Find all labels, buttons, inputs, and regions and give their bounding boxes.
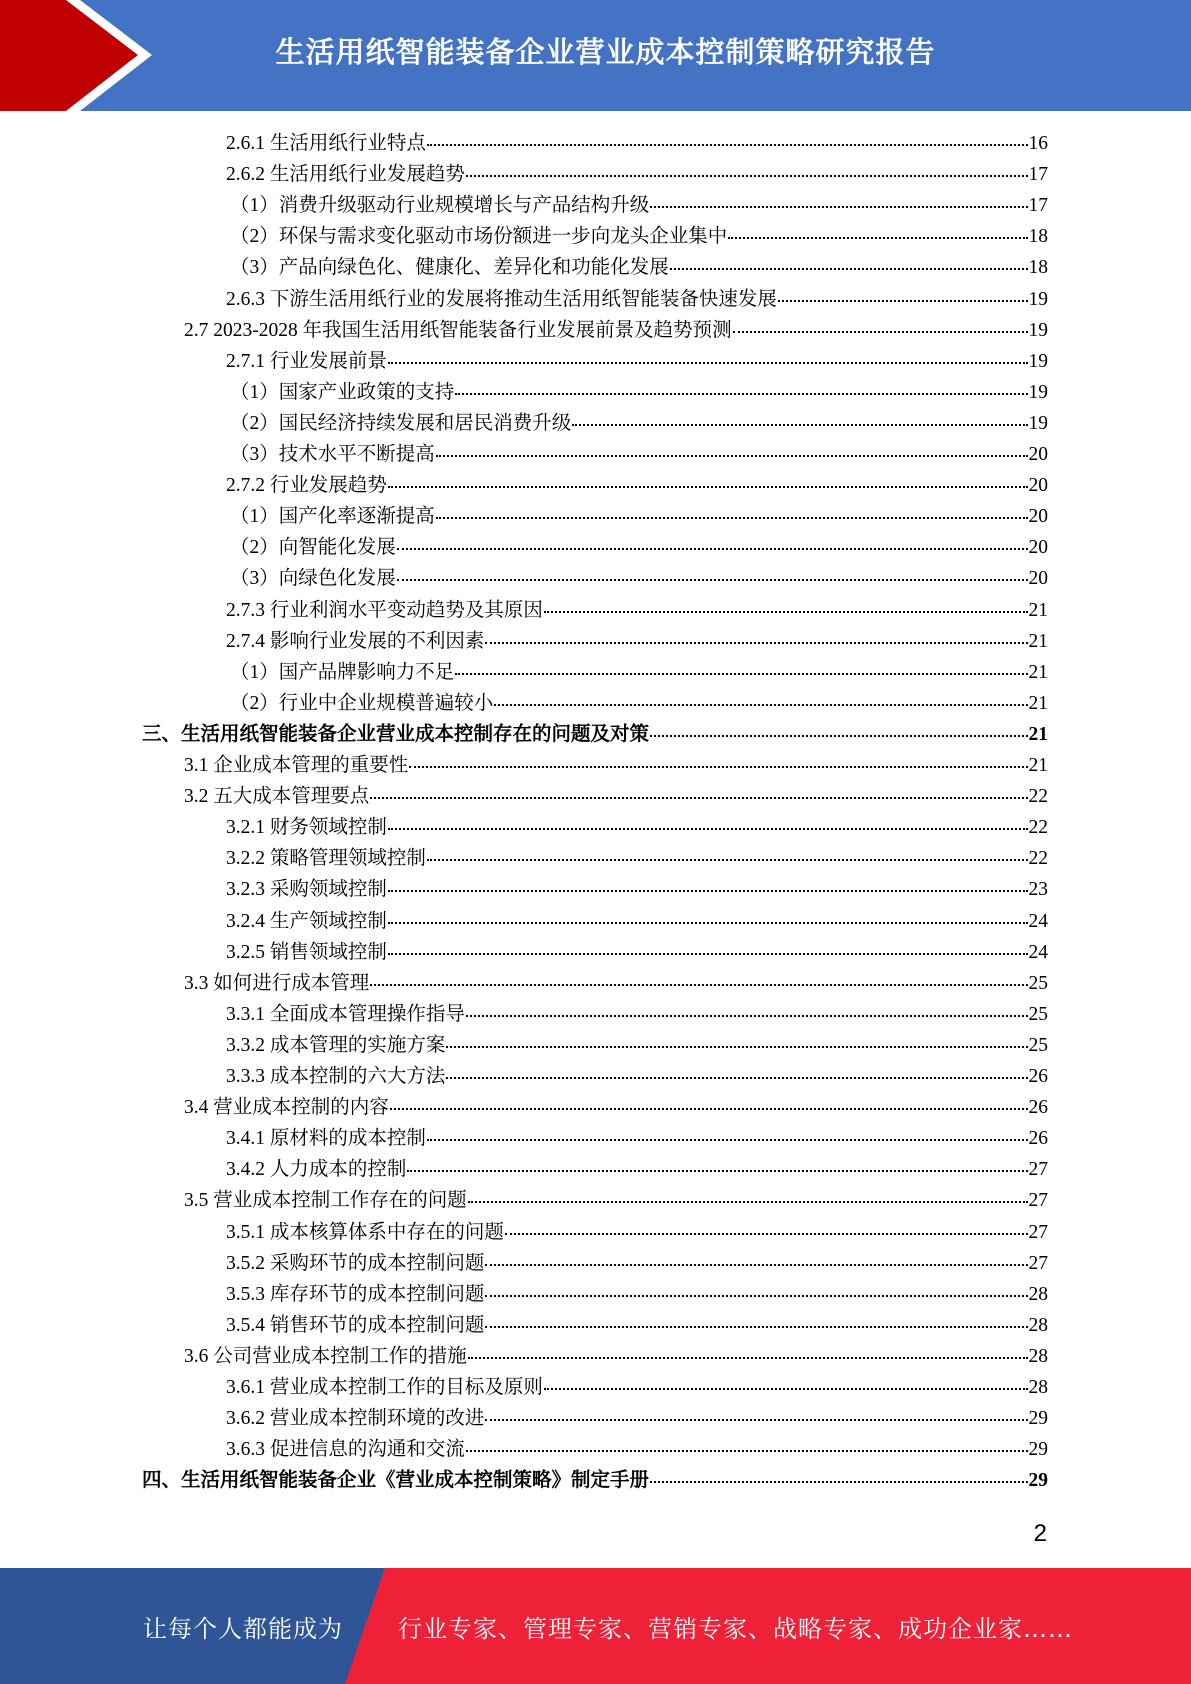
toc-entry[interactable] — [226, 626, 1048, 657]
toc-entry-page: 29 — [1028, 1408, 1048, 1429]
toc-entry-page: 21 — [1028, 693, 1048, 714]
toc-leader-dots — [370, 796, 1027, 799]
toc-entry-title: 3.2 五大成本管理要点 — [184, 786, 370, 807]
toc-entry-title: 3.3.1 全面成本管理操作指导 — [226, 1004, 465, 1025]
toc-entry-page: 28 — [1028, 1377, 1048, 1398]
toc-entry-page: 19 — [1028, 320, 1048, 341]
page-number: 2 — [1033, 1520, 1047, 1547]
toc-entry[interactable] — [226, 937, 1048, 968]
toc-entry-page: 23 — [1028, 879, 1048, 900]
toc-entry[interactable] — [230, 408, 1048, 439]
toc-entry-page: 18 — [1028, 257, 1048, 278]
toc-entry-title: 3.5.4 销售环节的成本控制问题 — [226, 1315, 485, 1336]
toc-entry-title: 3.3.2 成本管理的实施方案 — [226, 1035, 446, 1056]
toc-leader-dots — [485, 641, 1027, 644]
toc-entry[interactable] — [226, 159, 1048, 190]
toc-entry-page: 25 — [1028, 973, 1048, 994]
footer-slogan-right: 行业专家、管理专家、营销专家、战略专家、成功企业家…… — [398, 1614, 1073, 1643]
toc-entry-page: 20 — [1028, 537, 1048, 558]
toc-entry[interactable] — [184, 315, 1048, 346]
toc-leader-dots — [397, 578, 1028, 581]
toc-leader-dots — [544, 610, 1028, 613]
toc-leader-dots — [468, 1200, 1028, 1203]
toc-entry-page: 27 — [1028, 1190, 1048, 1211]
toc-entry-title: 3.4.1 原材料的成本控制 — [226, 1128, 426, 1149]
toc-entry-page: 20 — [1028, 444, 1048, 465]
toc-entry-title: 3.6 公司营业成本控制工作的措施 — [184, 1346, 467, 1367]
toc-entry-page: 20 — [1028, 568, 1048, 589]
toc-entry[interactable] — [226, 595, 1048, 626]
toc-entry-page: 24 — [1028, 942, 1048, 963]
toc-entry-page: 19 — [1028, 413, 1048, 434]
toc-entry-title: 2.6.1 生活用纸行业特点 — [226, 133, 426, 154]
toc-leader-dots — [388, 361, 1028, 364]
toc-leader-dots — [572, 423, 1027, 426]
toc-leader-dots — [427, 1138, 1028, 1141]
toc-entry[interactable] — [230, 532, 1048, 563]
toc-entry-page: 20 — [1028, 475, 1048, 496]
toc-leader-dots — [446, 1045, 1027, 1048]
toc-entry-title: 3.4 营业成本控制的内容 — [184, 1097, 389, 1118]
toc-leader-dots — [485, 1325, 1027, 1328]
toc-entry-title: 2.6.2 生活用纸行业发展趋势 — [226, 164, 465, 185]
toc-leader-dots — [466, 1449, 1028, 1452]
page-header — [0, 0, 1191, 111]
toc-entry-page: 29 — [1028, 1439, 1048, 1460]
toc-entry-title: 3.2.3 采购领域控制 — [226, 879, 387, 900]
toc-entry-page: 29 — [1028, 1470, 1048, 1491]
toc-entry-title: 3.3 如何进行成本管理 — [184, 973, 370, 994]
toc-entry[interactable] — [226, 1403, 1048, 1434]
toc-entry-page: 25 — [1028, 1035, 1048, 1056]
toc-leader-dots — [436, 516, 1028, 519]
toc-entry-title: 2.7.1 行业发展前景 — [226, 351, 387, 372]
toc-entry-title: 3.5.3 库存环节的成本控制问题 — [226, 1284, 485, 1305]
toc-leader-dots — [494, 703, 1027, 706]
toc-entry-title: （2）国民经济持续发展和居民消费升级 — [230, 413, 572, 434]
toc-entry[interactable] — [230, 377, 1048, 408]
toc-entry-title: 3.5.1 成本核算体系中存在的问题 — [226, 1222, 504, 1243]
toc-entry[interactable] — [184, 750, 1048, 781]
toc-entry-page: 17 — [1028, 164, 1048, 185]
toc-leader-dots — [388, 952, 1028, 955]
toc-leader-dots — [390, 1107, 1028, 1110]
toc-entry[interactable] — [226, 1310, 1048, 1341]
toc-entry-title: 2.7.4 影响行业发展的不利因素 — [226, 631, 485, 652]
toc-entry-page: 26 — [1028, 1066, 1048, 1087]
toc-leader-dots — [407, 1169, 1027, 1172]
toc-entry-title: 2.7.2 行业发展趋势 — [226, 475, 387, 496]
toc-leader-dots — [650, 734, 1027, 737]
toc-entry-page: 19 — [1028, 351, 1048, 372]
toc-entry[interactable] — [230, 563, 1048, 594]
toc-leader-dots — [485, 1294, 1027, 1297]
toc-entry[interactable] — [226, 1279, 1048, 1310]
toc-leader-dots — [388, 485, 1028, 488]
toc-entry-title: 3.6.3 促进信息的沟通和交流 — [226, 1439, 465, 1460]
toc-entry[interactable] — [226, 1248, 1048, 1279]
toc-leader-dots — [650, 205, 1027, 208]
toc-entry-page: 21 — [1028, 755, 1048, 776]
toc-entry-title: 3.6.2 营业成本控制环境的改进 — [226, 1408, 485, 1429]
toc-entry[interactable] — [142, 719, 1048, 750]
toc-entry-title: 3.2.5 销售领域控制 — [226, 942, 387, 963]
toc-entry[interactable] — [184, 968, 1048, 999]
toc-entry-page: 28 — [1028, 1284, 1048, 1305]
toc-leader-dots — [485, 1418, 1027, 1421]
toc-entry[interactable] — [230, 439, 1048, 470]
toc-entry-title: （2）行业中企业规模普遍较小 — [230, 693, 494, 714]
toc-leader-dots — [466, 1014, 1028, 1017]
toc-entry[interactable] — [226, 1061, 1048, 1092]
toc-leader-dots — [455, 392, 1027, 395]
toc-entry[interactable] — [226, 284, 1048, 315]
toc-entry-page: 27 — [1028, 1253, 1048, 1274]
toc-entry[interactable] — [226, 812, 1048, 843]
toc-entry-title: 3.4.2 人力成本的控制 — [226, 1159, 407, 1180]
toc-entry[interactable] — [226, 470, 1048, 501]
toc-entry[interactable] — [184, 1092, 1048, 1123]
toc-entry-page: 19 — [1028, 382, 1048, 403]
toc-entry-title: （3）技术水平不断提高 — [230, 444, 435, 465]
toc-entry-page: 24 — [1028, 911, 1048, 932]
toc-entry[interactable] — [230, 657, 1048, 688]
toc-leader-dots — [505, 1232, 1028, 1235]
toc-leader-dots — [436, 454, 1028, 457]
toc-leader-dots — [397, 547, 1028, 550]
toc-entry-title: （1）国产化率逐渐提高 — [230, 506, 435, 527]
toc-entry-title: 2.6.3 下游生活用纸行业的发展将推动生活用纸智能装备快速发展 — [226, 289, 777, 310]
toc-entry-title: 四、生活用纸智能装备企业《营业成本控制策略》制定手册 — [142, 1470, 650, 1491]
toc-leader-dots — [388, 921, 1028, 924]
toc-entry[interactable] — [226, 843, 1048, 874]
toc-entry-title: 3.2.2 策略管理领域控制 — [226, 848, 426, 869]
toc-leader-dots — [485, 1263, 1027, 1266]
page-footer — [0, 1568, 1191, 1684]
toc-leader-dots — [733, 330, 1028, 333]
toc-entry-title: （1）国家产业政策的支持 — [230, 382, 455, 403]
toc-entry-page: 20 — [1028, 506, 1048, 527]
toc-entry-page: 26 — [1028, 1097, 1048, 1118]
toc-entry-title: （2）环保与需求变化驱动市场份额进一步向龙头企业集中 — [230, 226, 728, 247]
toc-entry-page: 16 — [1028, 133, 1048, 154]
toc-entry-page: 18 — [1028, 226, 1048, 247]
toc-entry[interactable] — [226, 874, 1048, 905]
toc-entry-title: 3.2.4 生产领域控制 — [226, 911, 387, 932]
toc-leader-dots — [388, 889, 1028, 892]
toc-entry[interactable] — [230, 252, 1048, 283]
toc-entry-title: （3）向绿色化发展 — [230, 568, 396, 589]
toc-entry-title: （2）向智能化发展 — [230, 537, 396, 558]
toc-entry[interactable] — [226, 1154, 1048, 1185]
toc-leader-dots — [427, 858, 1028, 861]
toc-leader-dots — [466, 174, 1028, 177]
toc-entry[interactable] — [226, 1372, 1048, 1403]
toc-entry-page: 27 — [1028, 1159, 1048, 1180]
toc-entry-title: （1）国产品牌影响力不足 — [230, 662, 455, 683]
toc-leader-dots — [388, 827, 1028, 830]
toc-entry[interactable] — [226, 128, 1048, 159]
toc-entry-title: 3.5.2 采购环节的成本控制问题 — [226, 1253, 485, 1274]
toc-entry-page: 17 — [1028, 195, 1048, 216]
toc-leader-dots — [728, 236, 1027, 239]
report-title: 生活用纸智能装备企业营业成本控制策略研究报告 — [275, 35, 936, 69]
toc-entry-title: （1）消费升级驱动行业规模增长与产品结构升级 — [230, 195, 650, 216]
toc-entry[interactable] — [226, 906, 1048, 937]
toc-entry[interactable] — [184, 1341, 1048, 1372]
toc-entry-page: 27 — [1028, 1222, 1048, 1243]
toc-entry-title: 3.2.1 财务领域控制 — [226, 817, 387, 838]
toc-leader-dots — [446, 1076, 1027, 1079]
toc-entry-page: 21 — [1028, 600, 1048, 621]
toc-leader-dots — [468, 1356, 1028, 1359]
toc-entry-page: 22 — [1028, 848, 1048, 869]
footer-slogan-left: 让每个人都能成为 — [143, 1614, 343, 1643]
toc-entry[interactable] — [230, 501, 1048, 532]
toc-entry-title: 三、生活用纸智能装备企业营业成本控制存在的问题及对策 — [142, 724, 650, 745]
toc-entry[interactable] — [230, 190, 1048, 221]
toc-entry-title: 2.7.3 行业利润水平变动趋势及其原因 — [226, 600, 543, 621]
toc-entry-title: 3.6.1 营业成本控制工作的目标及原则 — [226, 1377, 543, 1398]
toc-leader-dots — [544, 1387, 1028, 1390]
toc-entry-page: 21 — [1028, 662, 1048, 683]
toc-entry-page: 25 — [1028, 1004, 1048, 1025]
toc-entry-page: 28 — [1028, 1346, 1048, 1367]
toc-entry[interactable] — [230, 688, 1048, 719]
toc-entry-page: 22 — [1028, 817, 1048, 838]
toc-leader-dots — [650, 1480, 1027, 1483]
toc-leader-dots — [670, 267, 1028, 270]
toc-entry[interactable] — [184, 781, 1048, 812]
toc-entry[interactable] — [226, 999, 1048, 1030]
toc-entry-page: 21 — [1028, 631, 1048, 652]
toc-entry-page: 22 — [1028, 786, 1048, 807]
toc-entry[interactable] — [226, 1434, 1048, 1465]
toc-leader-dots — [409, 765, 1027, 768]
toc-leader-dots — [778, 299, 1028, 302]
toc-leader-dots — [455, 672, 1027, 675]
toc-entry[interactable] — [226, 1030, 1048, 1061]
toc-entry[interactable] — [184, 1185, 1048, 1216]
toc-leader-dots — [427, 143, 1028, 146]
toc-entry[interactable] — [226, 1123, 1048, 1154]
toc-entry[interactable] — [226, 1217, 1048, 1248]
toc-entry-title: 3.5 营业成本控制工作存在的问题 — [184, 1190, 467, 1211]
toc-leader-dots — [370, 983, 1027, 986]
toc-entry-page: 19 — [1028, 289, 1048, 310]
toc-entry[interactable] — [226, 346, 1048, 377]
toc-entry-title: （3）产品向绿色化、健康化、差异化和功能化发展 — [230, 257, 669, 278]
toc-entry-page: 21 — [1028, 724, 1048, 745]
toc-entry[interactable] — [142, 1465, 1048, 1496]
toc-entry-page: 28 — [1028, 1315, 1048, 1336]
toc-entry-title: 3.3.3 成本控制的六大方法 — [226, 1066, 446, 1087]
toc-entry-title: 3.1 企业成本管理的重要性 — [184, 755, 409, 776]
toc-entry-title: 2.7 2023-2028 年我国生活用纸智能装备行业发展前景及趋势预测 — [184, 320, 732, 341]
toc-entry[interactable] — [230, 221, 1048, 252]
toc-entry-page: 26 — [1028, 1128, 1048, 1149]
